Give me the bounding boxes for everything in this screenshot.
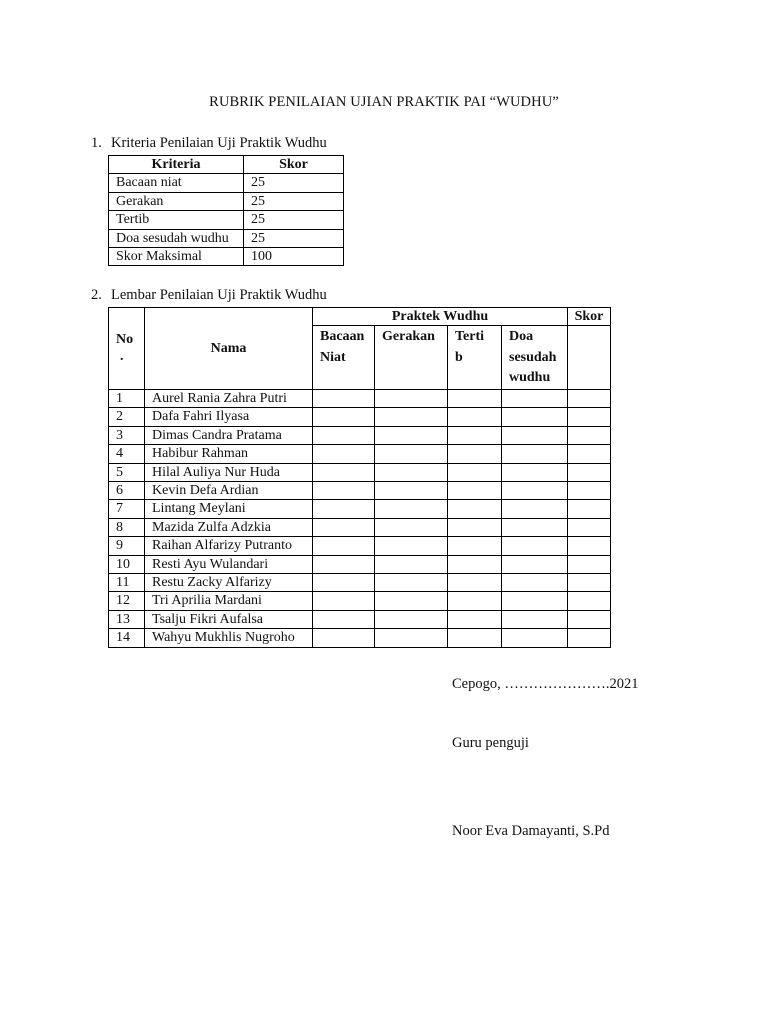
header-no-line1: No <box>116 332 134 348</box>
criteria-score: 25 <box>244 174 344 192</box>
student-no: 9 <box>109 537 145 555</box>
tertib-cell <box>448 463 502 481</box>
bacaan-niat-cell <box>313 610 375 628</box>
student-row <box>109 610 611 628</box>
bacaan-niat-cell <box>313 555 375 573</box>
student-no: 12 <box>109 592 145 610</box>
criteria-name: Skor Maksimal <box>109 248 244 266</box>
gerakan-cell <box>375 629 448 647</box>
student-name: Tri Aprilia Mardani <box>145 592 313 610</box>
skor-cell <box>568 610 611 628</box>
skor-cell <box>568 629 611 647</box>
doa-cell <box>502 573 568 591</box>
skor-cell <box>568 518 611 536</box>
student-row <box>109 592 611 610</box>
student-name: Kevin Defa Ardian <box>145 481 313 499</box>
student-name: Wahyu Mukhlis Nugroho <box>145 629 313 647</box>
doa-cell <box>502 389 568 407</box>
tertib-cell <box>448 555 502 573</box>
criteria-score: 25 <box>244 229 344 247</box>
criteria-row <box>109 174 344 192</box>
bacaan-niat-cell <box>313 500 375 518</box>
criteria-row <box>109 192 344 210</box>
student-no: 13 <box>109 610 145 628</box>
tertib-cell <box>448 629 502 647</box>
criteria-header-row <box>109 156 344 174</box>
criteria-header-skor: Skor <box>244 156 344 174</box>
tertib-cell <box>448 610 502 628</box>
criteria-score: 25 <box>244 211 344 229</box>
bacaan-niat-cell <box>313 408 375 426</box>
student-name: Lintang Meylani <box>145 500 313 518</box>
bacaan-niat-cell <box>313 426 375 444</box>
student-name: Aurel Rania Zahra Putri <box>145 389 313 407</box>
tertib-cell <box>448 445 502 463</box>
section-1-heading <box>91 135 327 152</box>
header-praktek-wudhu: Praktek Wudhu <box>313 308 568 326</box>
skor-cell <box>568 573 611 591</box>
header-doa-line3: wudhu <box>509 370 551 386</box>
bacaan-niat-cell <box>313 537 375 555</box>
gerakan-cell <box>375 500 448 518</box>
student-name: Restu Zacky Alfarizy <box>145 573 313 591</box>
tertib-cell <box>448 573 502 591</box>
header-skor: Skor <box>568 308 611 326</box>
skor-cell <box>568 426 611 444</box>
doa-cell <box>502 445 568 463</box>
header-doa-line1: Doa <box>509 329 534 345</box>
student-name: Habibur Rahman <box>145 445 313 463</box>
header-tertib-line2: b <box>455 349 463 365</box>
student-no: 8 <box>109 518 145 536</box>
header-bacaan-niat <box>313 326 375 390</box>
gerakan-cell <box>375 573 448 591</box>
tertib-cell <box>448 537 502 555</box>
student-row <box>109 518 611 536</box>
bacaan-niat-cell <box>313 389 375 407</box>
tertib-cell <box>448 426 502 444</box>
tertib-cell <box>448 518 502 536</box>
section-2-number: 2. <box>91 287 102 303</box>
doa-cell <box>502 518 568 536</box>
doa-cell <box>502 555 568 573</box>
tertib-cell <box>448 389 502 407</box>
criteria-name: Gerakan <box>109 192 244 210</box>
tertib-cell <box>448 408 502 426</box>
assessment-table <box>108 307 611 648</box>
skor-cell <box>568 537 611 555</box>
examiner-role: Guru penguji <box>452 735 529 751</box>
gerakan-cell <box>375 610 448 628</box>
doa-cell <box>502 426 568 444</box>
criteria-row <box>109 211 344 229</box>
student-no: 10 <box>109 555 145 573</box>
tertib-cell <box>448 592 502 610</box>
doa-cell <box>502 500 568 518</box>
skor-cell <box>568 389 611 407</box>
student-rows <box>109 389 611 647</box>
examiner-name: Noor Eva Damayanti, S.Pd <box>452 823 610 839</box>
doa-cell <box>502 408 568 426</box>
student-no: 7 <box>109 500 145 518</box>
student-row <box>109 445 611 463</box>
doa-cell <box>502 629 568 647</box>
gerakan-cell <box>375 408 448 426</box>
criteria-table <box>108 155 344 266</box>
assessment-header-row-1 <box>109 308 611 326</box>
gerakan-cell <box>375 426 448 444</box>
section-2-heading <box>91 287 327 304</box>
student-name: Dafa Fahri Ilyasa <box>145 408 313 426</box>
criteria-header-kriteria: Kriteria <box>109 156 244 174</box>
skor-cell <box>568 408 611 426</box>
criteria-name: Bacaan niat <box>109 174 244 192</box>
student-row <box>109 426 611 444</box>
bacaan-niat-cell <box>313 518 375 536</box>
doa-cell <box>502 481 568 499</box>
student-row <box>109 555 611 573</box>
criteria-score: 100 <box>244 248 344 266</box>
student-row <box>109 463 611 481</box>
bacaan-niat-cell <box>313 463 375 481</box>
header-no-line2: . <box>120 349 124 365</box>
student-row <box>109 389 611 407</box>
student-name: Dimas Candra Pratama <box>145 426 313 444</box>
student-row <box>109 408 611 426</box>
gerakan-cell <box>375 389 448 407</box>
skor-cell <box>568 592 611 610</box>
criteria-row <box>109 248 344 266</box>
criteria-name: Tertib <box>109 211 244 229</box>
gerakan-cell <box>375 555 448 573</box>
student-no: 4 <box>109 445 145 463</box>
place-date: Cepogo, ………………….2021 <box>452 676 639 692</box>
gerakan-cell <box>375 445 448 463</box>
section-1-heading-text: Kriteria Penilaian Uji Praktik Wudhu <box>111 135 327 151</box>
student-row <box>109 537 611 555</box>
doa-cell <box>502 592 568 610</box>
criteria-row <box>109 229 344 247</box>
tertib-cell <box>448 481 502 499</box>
student-no: 2 <box>109 408 145 426</box>
tertib-cell <box>448 500 502 518</box>
gerakan-cell <box>375 537 448 555</box>
student-row <box>109 500 611 518</box>
doa-cell <box>502 463 568 481</box>
student-no: 3 <box>109 426 145 444</box>
student-no: 14 <box>109 629 145 647</box>
student-name: Mazida Zulfa Adzkia <box>145 518 313 536</box>
header-skor-empty <box>568 326 611 390</box>
header-tertib-line1: Terti <box>455 329 485 345</box>
bacaan-niat-cell <box>313 629 375 647</box>
criteria-name: Doa sesudah wudhu <box>109 229 244 247</box>
student-no: 6 <box>109 481 145 499</box>
skor-cell <box>568 500 611 518</box>
header-doa-line2: sesudah <box>509 349 557 365</box>
gerakan-cell <box>375 481 448 499</box>
student-row <box>109 481 611 499</box>
student-name: Tsalju Fikri Aufalsa <box>145 610 313 628</box>
doa-cell <box>502 610 568 628</box>
header-tertib <box>448 326 502 390</box>
section-1-number: 1. <box>91 135 102 151</box>
document-title: RUBRIK PENILAIAN UJIAN PRAKTIK PAI “WUDHU” <box>209 94 559 110</box>
gerakan-cell <box>375 463 448 481</box>
student-no: 11 <box>109 573 145 591</box>
skor-cell <box>568 481 611 499</box>
header-nama: Nama <box>145 308 313 390</box>
student-no: 1 <box>109 389 145 407</box>
bacaan-niat-cell <box>313 592 375 610</box>
student-name: Raihan Alfarizy Putranto <box>145 537 313 555</box>
header-bacaan-line2: Niat <box>320 349 346 365</box>
skor-cell <box>568 555 611 573</box>
student-name: Resti Ayu Wulandari <box>145 555 313 573</box>
section-2-heading-text: Lembar Penilaian Uji Praktik Wudhu <box>111 287 327 303</box>
header-no <box>109 308 145 390</box>
student-row <box>109 629 611 647</box>
bacaan-niat-cell <box>313 481 375 499</box>
gerakan-cell <box>375 518 448 536</box>
gerakan-cell <box>375 592 448 610</box>
skor-cell <box>568 445 611 463</box>
doa-cell <box>502 537 568 555</box>
criteria-score: 25 <box>244 192 344 210</box>
header-bacaan-line1: Bacaan <box>320 329 365 345</box>
student-no: 5 <box>109 463 145 481</box>
header-doa-sesudah-wudhu <box>502 326 568 390</box>
student-row <box>109 573 611 591</box>
student-name: Hilal Auliya Nur Huda <box>145 463 313 481</box>
header-gerakan: Gerakan <box>375 326 448 390</box>
bacaan-niat-cell <box>313 445 375 463</box>
bacaan-niat-cell <box>313 573 375 591</box>
skor-cell <box>568 463 611 481</box>
